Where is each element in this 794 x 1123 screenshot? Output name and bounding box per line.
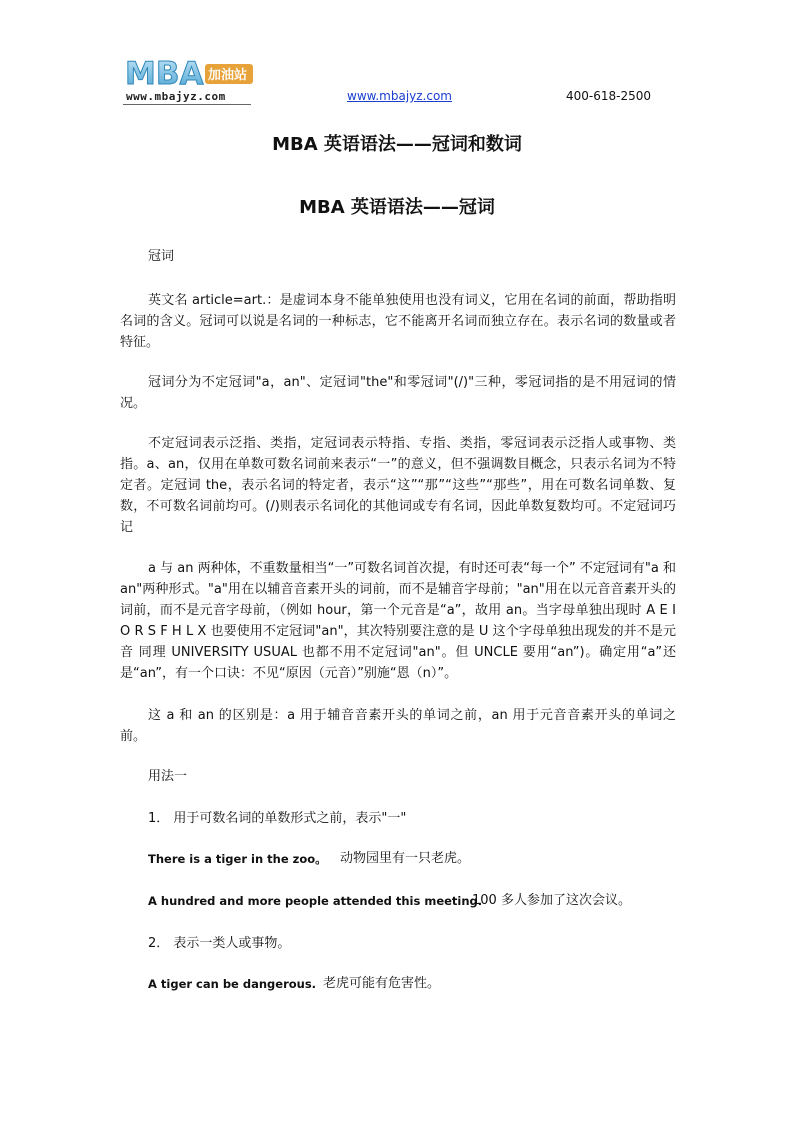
paragraph-a-an-rules: a 与 an 两种体，不重数量相当“一”可数名词首次提，有时还可表“每一个” 不定冠词有"a 和 an"两种形式。"a"用在以辅音音素开头的词前，而不是辅音字母前；"an"用在以元音音素开头的词前，而不是元音字母前，（例如 hour，第一个元音是“a”，故用 an。当字母单独出现时 A E I O R S F H L X 也要使用不定冠词"an"，其次特别要注意的是 U 这个字母单独出现发的并不是元音 同理 UNIVERSITY USUAL 也都不用不定冠词"an"。但 UNCLE 要用“an”)。确定用“a”还是“an”，有一个口诀：不见“原因（元音）”别施“恩（n）”。 bbox=[120, 561, 676, 681]
example-english: A hundred and more people attended this meeting. bbox=[148, 894, 483, 908]
svg-text:MBA: MBA bbox=[125, 56, 204, 89]
paragraph-types: 冠词分为不定冠词"a，an"、定冠词"the"和零冠词"(/)"三种，零冠词指的是不用冠词的情况。 bbox=[120, 375, 676, 411]
svg-text:加油站: 加油站 bbox=[208, 68, 248, 83]
example-chinese: 动物园里有一只老虎。 bbox=[340, 851, 471, 866]
phone-number: 400-618-2500 bbox=[566, 89, 652, 103]
document-title: MBA 英语语法——冠词和数词 bbox=[272, 134, 522, 155]
section-title: MBA 英语语法——冠词 bbox=[299, 197, 495, 218]
paragraph-a-an-difference: 这 a 和 an 的区别是：a 用于辅音音素开头的单词之前，an 用于元音音素开头的单词之前。 bbox=[120, 708, 676, 744]
example-english: A tiger can be dangerous. bbox=[148, 977, 317, 991]
usage-rule-2: 2． 表示一类人或事物。 bbox=[148, 936, 291, 951]
usage-rule-1: 1． 用于可数名词的单数形式之前，表示"一" bbox=[148, 811, 407, 826]
header-divider bbox=[123, 104, 251, 105]
example-english: There is a tiger in the zoo。 bbox=[148, 852, 327, 866]
usage-heading: 用法一 bbox=[148, 769, 188, 784]
mba-logo bbox=[123, 55, 263, 107]
paragraph-heading: 冠词 bbox=[148, 249, 175, 264]
example-chinese: 老虎可能有危害性。 bbox=[323, 976, 441, 991]
example-chinese: 100 多人参加了这次会议。 bbox=[472, 893, 631, 908]
example-sentence bbox=[148, 850, 471, 868]
paragraph-usage-overview: 不定冠词表示泛指、类指，定冠词表示特指、专指、类指，零冠词表示泛指人或事物、类指。a、an，仅用在单数可数名词前来表示“一”的意义，但不强调数目概念，只表示名词为不特定者。定冠词 the，表示名词的特定者，表示“这”“那”“这些”“那些”，用在可数名词单数、复数，不可数名词前均可。(/)则表示名词化的其他词或专有名词，因此单数复数均可。不定冠词巧记 bbox=[120, 436, 676, 535]
example-sentence bbox=[148, 975, 441, 993]
mba-logo-icon bbox=[123, 55, 255, 89]
website-link[interactable]: www.mbajyz.com bbox=[347, 89, 452, 103]
logo-url-text: www.mbajyz.com bbox=[126, 90, 226, 103]
paragraph-definition: 英文名 article=art.：是虚词本身不能单独使用也没有词义，它用在名词的前面，帮助指明名词的含义。冠词可以说是名词的一种标志，它不能离开名词而独立存在。表示名词的数量或者特征。 bbox=[120, 293, 676, 350]
example-sentence bbox=[148, 892, 631, 910]
